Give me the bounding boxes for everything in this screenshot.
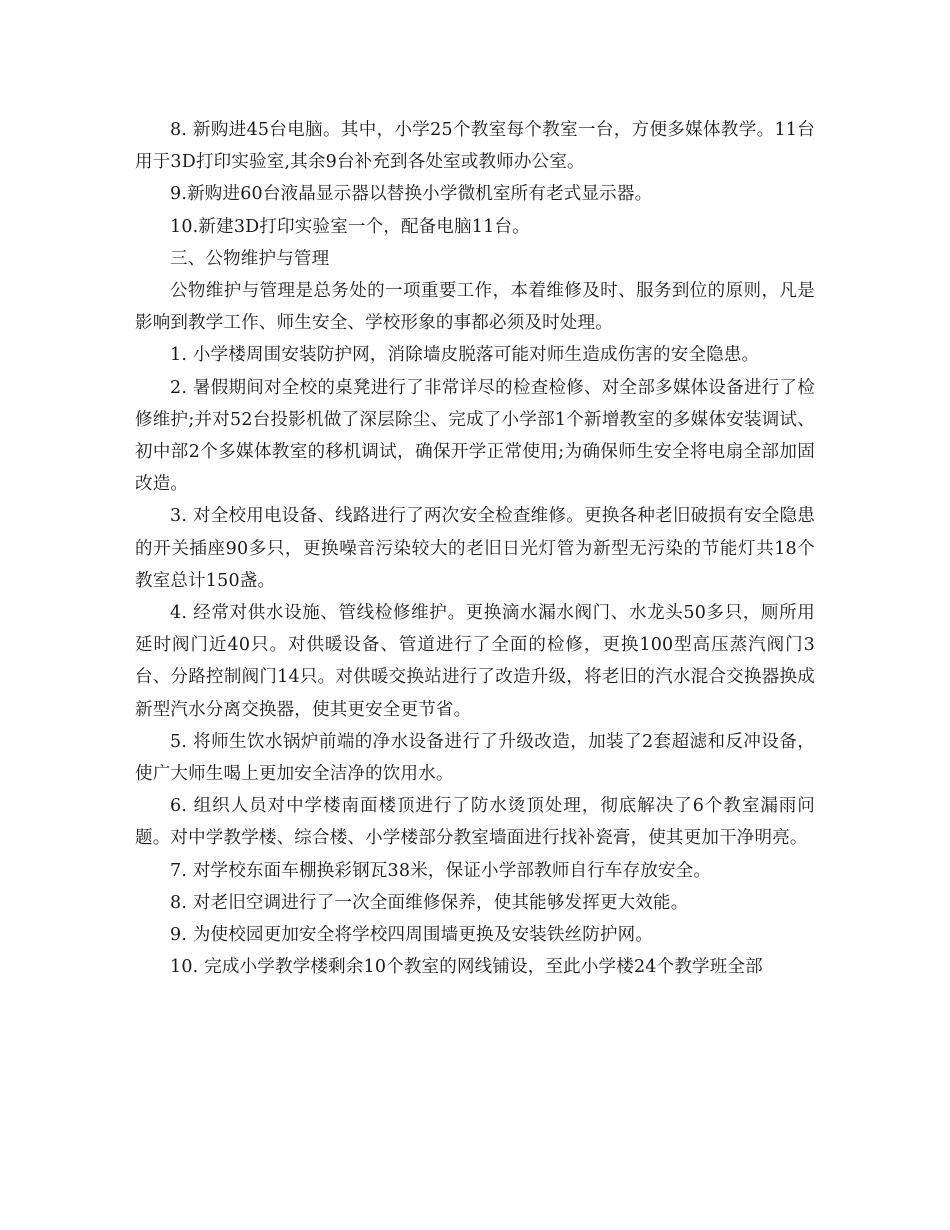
paragraph-item-5: 5. 将师生饮水锅炉前端的净水设备进行了升级改造，加装了2套超滤和反冲设备，使广大师生喝上更加安全洁净的饮用水。 bbox=[135, 731, 815, 785]
paragraph-item-6: 6. 组织人员对中学楼南面楼顶进行了防水烫顶处理，彻底解决了6个教室漏雨问题。对中学教学楼、综合楼、小学楼部分教室墙面进行找补瓷膏，使其更加干净明亮。 bbox=[135, 796, 815, 849]
paragraph-monitors: 9.新购进60台液晶显示器以替换小学微机室所有老式显示器。 bbox=[170, 184, 653, 205]
paragraph-computers: 8. 新购进45台电脑。其中，小学25个教室每个教室一台，方便多媒体教学。11台用于3D打印实验室,其余9台补充到各处室或教师办公室。 bbox=[135, 120, 815, 173]
document-body bbox=[135, 114, 815, 983]
paragraph-item-1: 1. 小学楼周围安装防护网，消除墙皮脱落可能对师生造成伤害的安全隐患。 bbox=[170, 345, 760, 366]
paragraph-3d-lab: 10.新建3D打印实验室一个，配备电脑11台。 bbox=[170, 216, 530, 237]
paragraph-item-10: 10. 完成小学教学楼剩余10个教室的网线铺设，至此小学楼24个教学班全部 bbox=[170, 957, 763, 978]
section-heading: 三、公物维护与管理 bbox=[170, 248, 330, 269]
paragraph-item-2: 2. 暑假期间对全校的桌凳进行了非常详尽的检查检修、对全部多媒体设备进行了检修维护;并对52台投影机做了深层除尘、完成了小学部1个新增教室的多媒体安装调试、初中部2个多媒体教室的移机调试，确保开学正常使用;为确保师生安全将电扇全部加固改造。 bbox=[135, 377, 815, 495]
paragraph-item-9: 9. 为使校园更加安全将学校四周围墙更换及安装铁丝防护网。 bbox=[170, 925, 654, 946]
paragraph-item-8: 8. 对老旧空调进行了一次全面维修保养，使其能够发挥更大效能。 bbox=[170, 892, 689, 913]
paragraph-intro: 公物维护与管理是总务处的一项重要工作，本着维修及时、服务到位的原则，凡是影响到教学工作、师生安全、学校形象的事都必须及时处理。 bbox=[135, 281, 815, 334]
paragraph-item-7: 7. 对学校东面车棚换彩钢瓦38米，保证小学部教师自行车存放安全。 bbox=[170, 860, 712, 881]
paragraph-item-3: 3. 对全校用电设备、线路进行了两次安全检查维修。更换各种老旧破损有安全隐患的开关插座90多只，更换噪音污染较大的老旧日光灯管为新型无污染的节能灯共18个教室总计150盏。 bbox=[135, 506, 815, 591]
paragraph-item-4: 4. 经常对供水设施、管线检修维护。更换滴水漏水阀门、水龙头50多只，厕所用延时阀门近40只。对供暖设备、管道进行了全面的检修，更换100型高压蒸汽阀门3台、分路控制阀门14只。对供暖交换站进行了改造升级，将老旧的汽水混合交换器换成新型汽水分离交换器，使其更安全更节省。 bbox=[135, 603, 815, 720]
